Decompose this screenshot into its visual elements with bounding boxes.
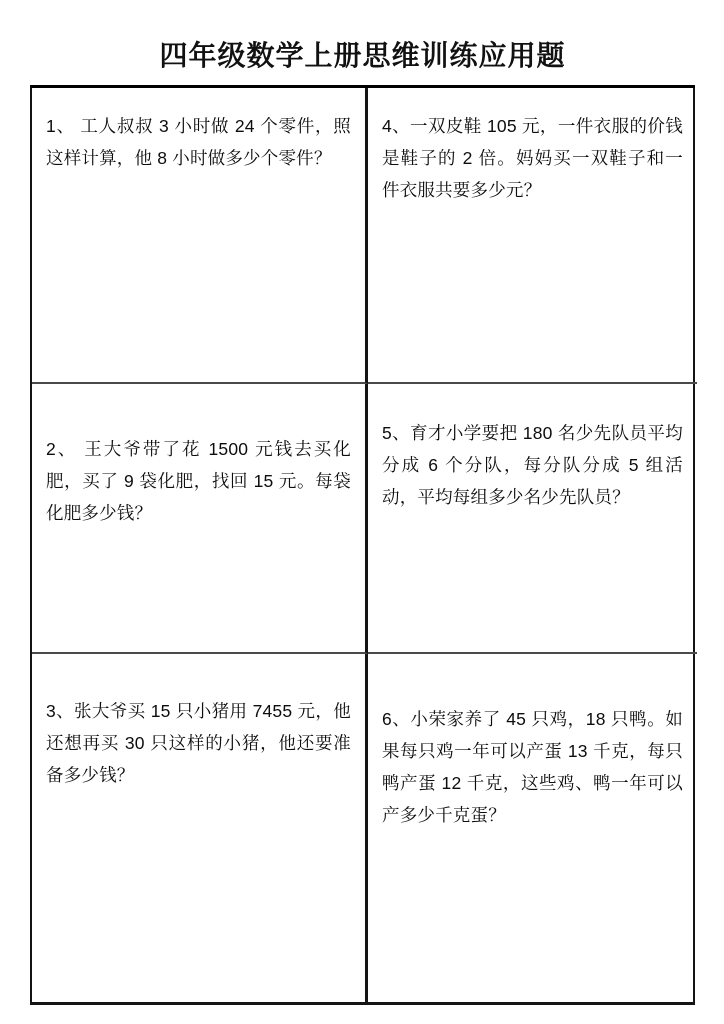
- question-cell-1[interactable]: [32, 88, 368, 384]
- question-text-5: 5、育才小学要把 180 名少先队员平均分成 6 个分队，每分队分成 5 组活动，平均每组多少名少先队员？: [382, 423, 683, 507]
- question-grid: [30, 88, 695, 1005]
- question-cell-2[interactable]: [32, 384, 368, 654]
- question-cell-3[interactable]: [32, 654, 368, 1005]
- question-text-1: 1、 工人叔叔 3 小时做 24 个零件，照这样计算，他 8 小时做多少个零件？: [46, 116, 351, 168]
- question-text-2: 2、 王大爷带了花 1500 元钱去买化肥，买了 9 袋化肥，找回 15 元。每袋化肥多少钱？: [46, 439, 351, 523]
- question-text-4: 4、一双皮鞋 105 元，一件衣服的价钱是鞋子的 2 倍。妈妈买一双鞋子和一件衣服共要多少元？: [382, 116, 683, 200]
- question-cell-5[interactable]: [368, 384, 697, 654]
- question-cell-6[interactable]: [368, 654, 697, 1005]
- question-cell-4[interactable]: [368, 88, 697, 384]
- question-text-6: 6、小荣家养了 45 只鸡，18 只鸭。如果每只鸡一年可以产蛋 13 千克，每只鸭产蛋 12 千克，这些鸡、鸭一年可以产多少千克蛋？: [382, 709, 683, 825]
- page-title-row: [30, 30, 695, 88]
- page-title: 四年级数学上册思维训练应用题: [159, 41, 566, 73]
- question-text-3: 3、张大爷买 15 只小猪用 7455 元，他还想再买 30 只这样的小猪，他还要准备多少钱？: [46, 701, 351, 785]
